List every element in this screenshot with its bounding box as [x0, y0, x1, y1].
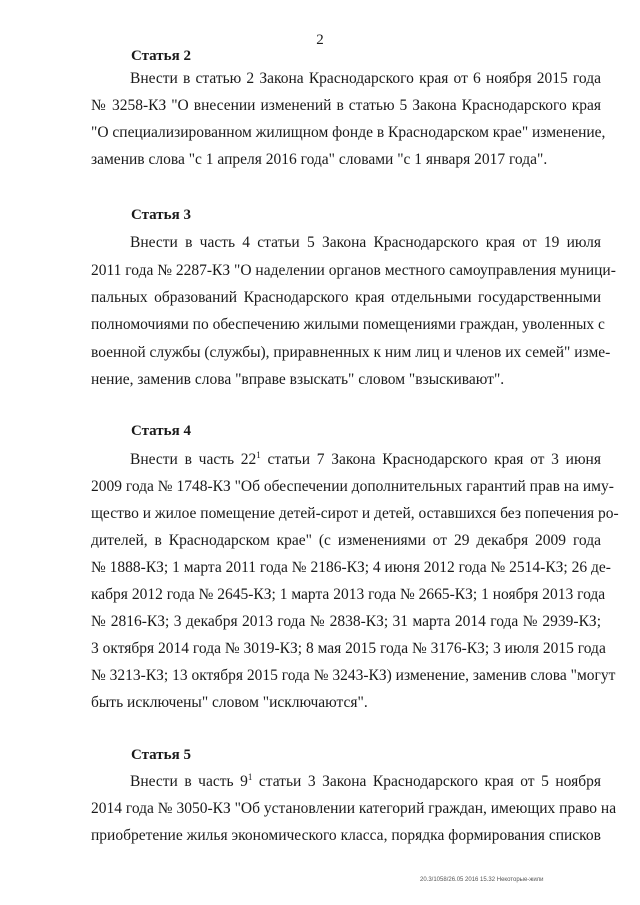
article-3-heading: Статья 3	[131, 207, 191, 223]
footer-stamp: 20.3/1058/26.05 2016 15.32 Некоторые-жили	[420, 877, 544, 883]
article-4-line: щество и жилое помещение детей-сирот и детей, оставшихся без попечения ро-	[91, 505, 619, 522]
article-4-line: кабря 2012 года № 2645-КЗ; 1 марта 2013 года № 2665-КЗ; 1 ноября 2013 года	[91, 586, 606, 603]
article-4-line: Внести в часть $22^1$ статьи 7 Закона Краснодарского края от 3 июня	[130, 449, 601, 468]
article-3-line: полномочиями по обеспечению жилыми помещениями граждан, уволенных с	[91, 316, 605, 333]
article-2-line: "О специализированном жилищном фонде в Краснодарском крае" изменение,	[91, 124, 606, 141]
article-4-line: быть исключены" словом "исключаются".	[91, 694, 368, 711]
page-number: 2	[316, 32, 324, 48]
article-5-heading: Статья 5	[131, 747, 191, 763]
article-3-line: нение, заменив слова "вправе взыскать" словом "взыскивают".	[91, 371, 505, 388]
article-4-line: 2009 года № 1748-КЗ "Об обеспечении дополнительных гарантий прав на иму-	[91, 478, 614, 495]
superscript: 1	[247, 771, 253, 782]
article-4-line: № 2816-КЗ; 3 декабря 2013 года № 2838-КЗ; 31 марта 2014 года № 2939-КЗ;	[91, 613, 601, 630]
article-4-line: дителей, в Краснодарском крае" (с изменениями от 29 декабря 2009 года	[91, 532, 601, 549]
article-2-line: № 3258-КЗ "О внесении изменений в статью 5 Закона Краснодарского края	[91, 97, 601, 114]
article-5-line: 2014 года № 3050-КЗ "Об установлении категорий граждан, имеющих право на	[91, 800, 617, 817]
article-3-line: 2011 года № 2287-КЗ "О наделении органов местного самоуправления муници-	[91, 262, 616, 279]
article-2-line: Внести в статью 2 Закона Краснодарского края от 6 ноября 2015 года	[130, 70, 601, 87]
article-4-line: 3 октября 2014 года № 3019-КЗ; 8 мая 2015 года № 3176-КЗ; 3 июля 2015 года	[91, 640, 606, 657]
article-3-line: военной службы (службы), приравненных к ним лиц и членов их семей" изме-	[91, 344, 611, 361]
article-4-line: № 1888-КЗ; 1 марта 2011 года № 2186-КЗ; 4 июня 2012 года № 2514-КЗ; 26 де-	[91, 559, 611, 576]
article-2-heading: Статья 2	[131, 48, 191, 64]
article-2-line: заменив слова "с 1 апреля 2016 года" словами "с 1 января 2017 года".	[91, 151, 548, 168]
article-4-line: № 3213-КЗ; 13 октября 2015 года № 3243-КЗ) изменение, заменив слова "могут	[91, 667, 616, 684]
article-5-line: приобретение жилья экономического класса, порядка формирования списков	[91, 827, 601, 844]
article-4-heading: Статья 4	[131, 423, 191, 439]
article-3-line: пальных образований Краснодарского края отдельными государственными	[91, 289, 601, 306]
article-3-line: Внести в часть 4 статьи 5 Закона Краснодарского края от 19 июля	[130, 234, 601, 251]
article-5-line: Внести в часть $9^1$ статьи 3 Закона Краснодарского края от 5 ноября	[130, 771, 601, 790]
superscript: 1	[256, 449, 261, 460]
